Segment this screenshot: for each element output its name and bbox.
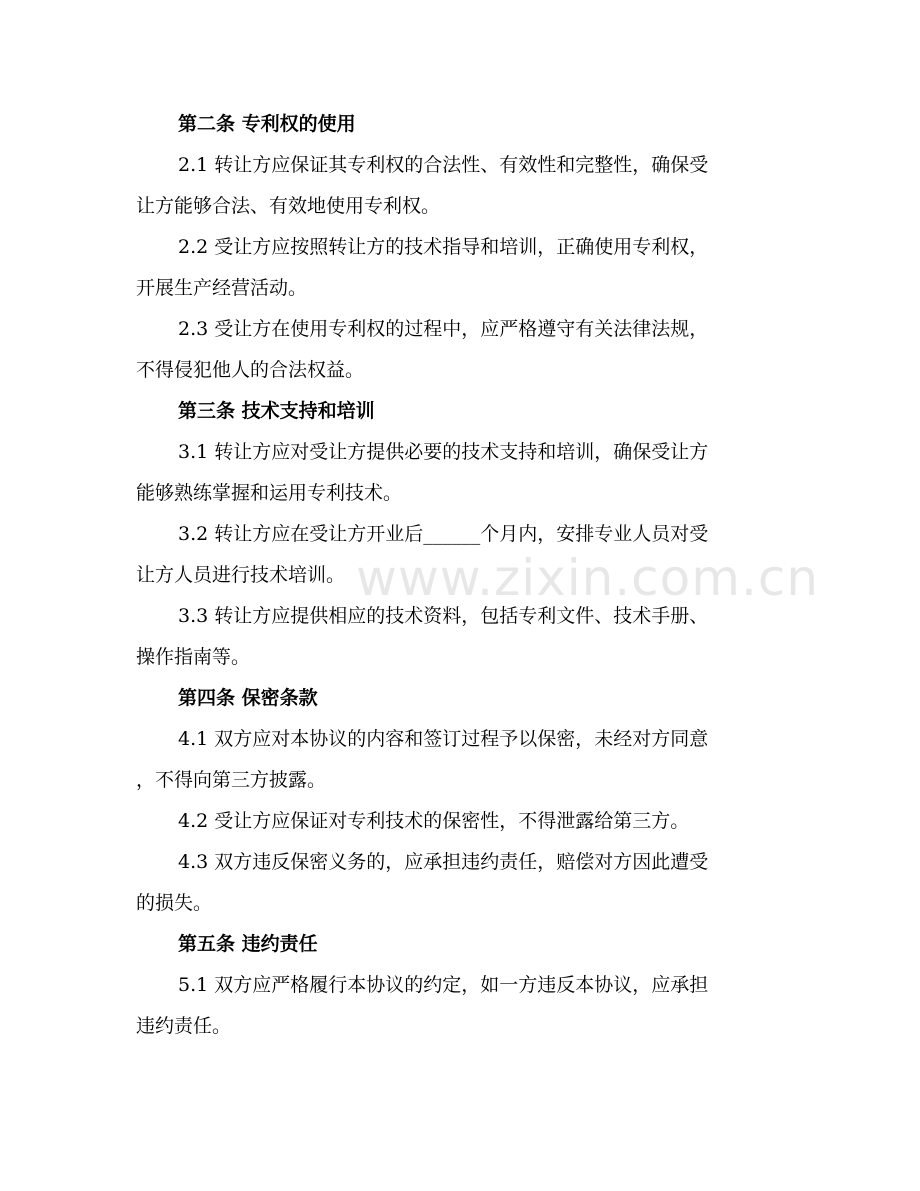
clause-line: 3.3 转让方应提供相应的技术资料，包括专利文件、技术手册、 bbox=[178, 605, 709, 627]
clause-line: 不得侵犯他人的合法权益。 bbox=[136, 359, 365, 381]
section-heading: 第三条 技术支持和培训 bbox=[178, 400, 375, 422]
clause-line: 的损失。 bbox=[136, 892, 213, 914]
clause-line: 3.1 转让方应对受让方提供必要的技术支持和培训，确保受让方 bbox=[178, 441, 709, 463]
clause-line: 4.1 双方应对本协议的内容和签订过程予以保密，未经对方同意 bbox=[178, 728, 709, 750]
clause-line: 4.3 双方违反保密义务的，应承担违约责任，赔偿对方因此遭受 bbox=[178, 851, 709, 873]
section-heading: 第四条 保密条款 bbox=[178, 687, 318, 709]
clause-line: 违约责任。 bbox=[136, 1015, 232, 1037]
section-heading: 第五条 违约责任 bbox=[178, 933, 318, 955]
clause-line: 2.1 转让方应保证其专利权的合法性、有效性和完整性，确保受 bbox=[178, 154, 709, 176]
clause-line: 让方人员进行技术培训。 bbox=[136, 564, 346, 586]
clause-line: 2.2 受让方应按照转让方的技术指导和培训，正确使用专利权， bbox=[178, 236, 709, 258]
clause-line: 操作指南等。 bbox=[136, 646, 251, 668]
clause-line: 能够熟练掌握和运用专利技术。 bbox=[136, 482, 403, 504]
clause-line: 5.1 双方应严格履行本协议的约定，如一方违反本协议，应承担 bbox=[178, 974, 709, 996]
clause-line: 让方能够合法、有效地使用专利权。 bbox=[136, 195, 441, 217]
clause-line: 开展生产经营活动。 bbox=[136, 277, 308, 299]
clause-line: 3.2 转让方应在受让方开业后______个月内，安排专业人员对受 bbox=[178, 523, 709, 545]
clause-line: 4.2 受让方应保证对专利技术的保密性，不得泄露给第三方。 bbox=[178, 810, 690, 832]
clause-line: ，不得向第三方披露。 bbox=[136, 769, 327, 791]
section-heading: 第二条 专利权的使用 bbox=[178, 113, 356, 135]
watermark: www.zixin.com.cn bbox=[356, 549, 820, 607]
clause-line: 2.3 受让方在使用专利权的过程中，应严格遵守有关法律法规， bbox=[178, 318, 709, 340]
